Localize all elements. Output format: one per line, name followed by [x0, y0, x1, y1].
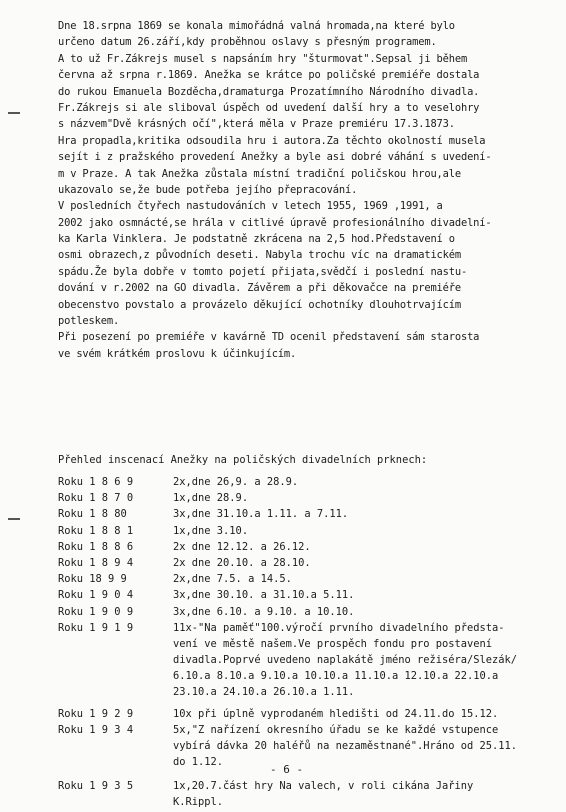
- list-item: [58, 523, 548, 539]
- text-line: Při posezení po premiéře v kavárně TD ocenil představení sám starosta: [58, 331, 480, 344]
- performance-detail: 11x-"Na paměť"100.výročí prvního divadelního předsta-: [173, 621, 505, 634]
- year-label: Roku 1 8 8 6: [58, 540, 134, 553]
- year-label: Roku 1 8 8 1: [58, 524, 134, 537]
- year-label: Roku 1 9 3 4: [58, 723, 134, 736]
- list-item: [58, 587, 548, 603]
- text-line: spádu.Že byla dobře v tomto pojetí přijata,svědčí i poslední nastu-: [58, 265, 468, 278]
- text-line: ka Karla Vinklera. Je podstatně zkrácena na 2,5 hod.Představení o: [58, 233, 455, 246]
- text-line: ve svém krátkém proslovu k účinkujícím.: [58, 347, 297, 360]
- list-item: [58, 539, 548, 555]
- performance-detail: 3x,dne 31.10.a 1.11. a 7.11.: [173, 508, 349, 521]
- performance-detail: do 1.12.: [173, 756, 224, 769]
- performance-detail: 3x,dne 30.10. a 31.10.a 5.11.: [173, 589, 355, 602]
- year-label: Roku 1 9 3 5: [58, 779, 134, 792]
- year-label: Roku 1 9 1 9: [58, 621, 134, 634]
- performance-detail: divadla.Poprvé uvedeno naplakátě jméno režiséra/Slezák/: [173, 654, 518, 667]
- page-number: - 6 -: [270, 763, 304, 776]
- performance-detail: 5x,"Z nařízení okresního úřadu se ke každé vstupence: [173, 723, 499, 736]
- performance-detail: 3x,dne 6.10. a 9.10. a 10.10.: [173, 605, 355, 618]
- text-line: určeno datum 26.září,kdy proběhnou oslavy s přesným programem.: [58, 36, 437, 49]
- performance-detail: 2x,dne 7.5. a 14.5.: [173, 573, 292, 586]
- performance-detail: K.Rippl.: [173, 796, 224, 809]
- year-label: Roku 1 8 7 0: [58, 492, 134, 505]
- performance-detail: 10x při úplně vyprodaném hledišti od 24.11.do 15.12.: [173, 707, 499, 720]
- year-label: Roku 1 8 6 9: [58, 476, 134, 488]
- text-line: Hra propadla,kritika odsoudila hru i autora.Za těchto okolností musela: [58, 134, 486, 147]
- text-line: ukazovalo se,že bude potřeba jejího přepracování.: [58, 183, 358, 196]
- margin-mark: [8, 112, 20, 114]
- text-line: s názvem"Dvě krásných očí",která měla v Praze premiéru 17.3.1873.: [58, 118, 455, 131]
- list-item: [58, 571, 548, 587]
- performance-detail: vení ve městě našem.Ve prospěch fondu pro postavení: [173, 637, 493, 650]
- performance-detail: 2x dne 20.10. a 28.10.: [173, 556, 311, 569]
- year-label: Roku 1 8 9 4: [58, 556, 134, 569]
- margin-mark: [8, 518, 20, 520]
- text-line: potleskem.: [58, 315, 120, 328]
- list-item: [58, 474, 548, 490]
- body-text: [58, 18, 548, 362]
- text-line: Dne 18.srpna 1869 se konala mimořádná valná hromada,na které bylo: [58, 20, 455, 32]
- performance-detail: 6.10.a 8.10.a 9.10.a 10.10.a 11.10.a 12.10.a 22.10.a: [173, 670, 499, 683]
- text-line: sejít i z pražského provedení Anežky a byle asi dobré váhání s uvedení-: [58, 151, 492, 164]
- section-heading: Přehled inscenací Anežky na poličských divadelních prknech:: [58, 454, 428, 466]
- list-item: [58, 778, 548, 812]
- text-line: V posledních čtyřech nastudováních v letech 1955, 1969 ,1991, a: [58, 200, 443, 213]
- text-line: do rukou Emanuela Bozděcha,dramaturga Prozatímního Národního divadla.: [58, 85, 480, 98]
- text-line: Fr.Zákrejs si ale sliboval úspěch od uvedení další hry a to veselohry: [58, 101, 480, 114]
- performance-detail: 1x,dne 3.10.: [173, 524, 249, 537]
- performance-detail: 1x,20.7.část hry Na valech, v roli cikána Jařiny: [173, 779, 474, 792]
- text-line: dování v r.2002 na GO divadla. Závěrem a při děkovačce na premiéře: [58, 282, 461, 295]
- year-label: Roku 1 8 80: [58, 508, 127, 521]
- performance-detail: 23.10.a 24.10.a 26.10.a 1.11.: [173, 686, 355, 699]
- year-label: Roku 18 9 9: [58, 573, 127, 586]
- performance-detail: 2x dne 12.12. a 26.12.: [173, 540, 311, 553]
- performance-list: [58, 474, 548, 812]
- list-item: [58, 620, 548, 702]
- year-label: Roku 1 9 2 9: [58, 707, 134, 720]
- year-label: Roku 1 9 0 9: [58, 605, 134, 618]
- performance-detail: 1x,dne 28.9.: [173, 492, 249, 505]
- text-line: 2002 jako osmnácté,se hrála v citlivé úpravě profesionálního divadelní-: [58, 216, 492, 229]
- performance-detail: vybírá dávka 20 haléřů na nezaměstnané".Hráno od 25.11.: [173, 740, 518, 753]
- year-label: Roku 1 9 0 4: [58, 589, 134, 602]
- list-item: [58, 706, 548, 722]
- text-line: m v Praze. A tak Anežka zůstala místní tradiční poličskou hrou,ale: [58, 167, 461, 180]
- list-item: [58, 506, 548, 522]
- list-item: [58, 490, 548, 506]
- text-line: obecenstvo povstalo a provázelo děkující ochotníky dlouhotrvajícím: [58, 298, 461, 311]
- list-item: [58, 555, 548, 571]
- performance-detail: 2x,dne 26,9. a 28.9.: [173, 476, 299, 488]
- text-line: osmi obrazech,z původních deseti. Nabyla trochu víc na dramatickém: [58, 249, 461, 262]
- text-line: června až srpna r.1869. Anežka se krátce po poličské premiéře dostala: [58, 69, 480, 82]
- list-item: [58, 604, 548, 620]
- text-line: A to už Fr.Zákrejs musel s napsáním hry "šturmovat".Sepsal ji během: [58, 52, 468, 65]
